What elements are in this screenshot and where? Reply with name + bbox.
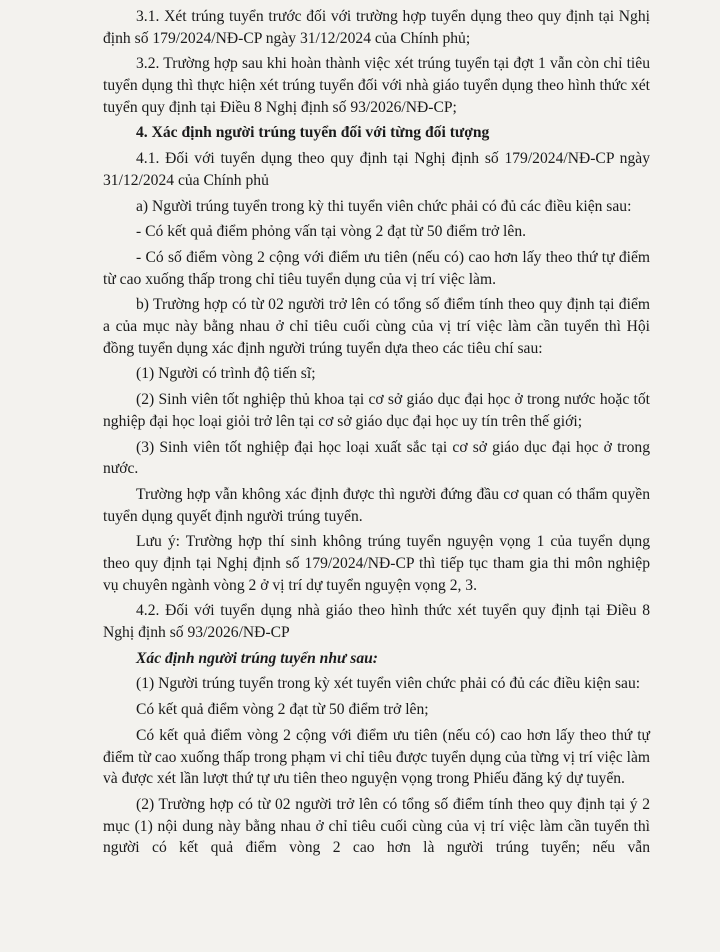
section-heading-4	[103, 122, 650, 144]
subheading-determination	[103, 648, 650, 670]
paragraph-4-1-a: a) Người trúng tuyển trong kỳ thi tuyển viên chức phải có đủ các điều kiện sau:	[136, 197, 632, 215]
subheading-determination-text: Xác định người trúng tuyển như sau:	[136, 649, 378, 667]
paragraph-4-2-2: (2) Trường hợp có từ 02 người trở lên có tổng số điểm tính theo quy định tại ý 2 mục (1) nội dung này bằng nhau ở chỉ tiêu cuối cùng của vị trí việc làm cần tuyển thì người có kết quả điểm vòng 2 cao hơn là người trúng tuyển; nếu vẫn	[103, 795, 650, 857]
paragraph-4-1-b-criterion-3: (3) Sinh viên tốt nghiệp đại học loại xuất sắc tại cơ sở giáo dục đại học ở trong nước.	[103, 438, 650, 478]
paragraph-4-2: 4.2. Đối với tuyển dụng nhà giáo theo hình thức xét tuyển quy định tại Điều 8 Nghị định số 93/2026/NĐ-CP	[103, 602, 650, 641]
paragraph-4-1-a-item-1: - Có kết quả điểm phỏng vấn tại vòng 2 đạt từ 50 điểm trở lên.	[136, 223, 527, 241]
paragraph-4-2-1-cond-1: Có kết quả điểm vòng 2 đạt từ 50 điểm trở lên;	[136, 701, 429, 719]
paragraph-4-2-1-cond-2: Có kết quả điểm vòng 2 cộng với điểm ưu tiên (nếu có) cao hơn lấy theo thứ tự điểm từ cao xuống thấp trong phạm vi chỉ tiêu được tuyển dụng của từng vị trí việc làm và được xét lần lượt thứ tự ưu tiên theo nguyện vọng trong Phiếu đăng ký dự tuyển.	[103, 727, 650, 788]
paragraph-4-1-b-fallback: Trường hợp vẫn không xác định được thì người đứng đầu cơ quan có thẩm quyền tuyển dụng quyết định người trúng tuyển.	[103, 485, 650, 525]
paragraph-4-1: 4.1. Đối với tuyển dụng theo quy định tại Nghị định số 179/2024/NĐ-CP ngày 31/12/2024 của Chính phủ	[103, 150, 650, 189]
paragraph-note: Lưu ý: Trường hợp thí sinh không trúng tuyển nguyện vọng 1 của tuyển dụng theo quy định tại Nghị định số 179/2024/NĐ-CP thì tiếp tục tham gia thi môn nghiệp vụ chuyên ngành vòng 2 ở vị trí dự tuyển nguyện vọng 2, 3.	[103, 533, 650, 594]
paragraph-4-1-b: b) Trường hợp có từ 02 người trở lên có tổng số điểm tính theo quy định tại điểm a của mục này bằng nhau ở chỉ tiêu cuối cùng của vị trí việc làm cần tuyển thì Hội đồng tuyển dụng xác định người trúng tuyển dựa theo các tiêu chí sau:	[103, 296, 650, 357]
paragraph-3-1: 3.1. Xét trúng tuyển trước đối với trường hợp tuyển dụng theo quy định tại Nghị định số 179/2024/NĐ-CP ngày 31/12/2024 của Chính phủ;	[103, 8, 650, 47]
section-heading-4-text: 4. Xác định người trúng tuyển đối với từng đối tượng	[136, 124, 490, 142]
paragraph-4-1-b-criterion-1: (1) Người có trình độ tiến sĩ;	[136, 365, 316, 383]
paragraph-4-1-a-item-2: - Có số điểm vòng 2 cộng với điểm ưu tiên (nếu có) cao hơn lấy theo thứ tự điểm từ cao xuống thấp trong chỉ tiêu tuyển dụng của vị trí việc làm.	[103, 249, 650, 288]
paragraph-3-2: 3.2. Trường hợp sau khi hoàn thành việc xét trúng tuyển tại đợt 1 vẫn còn chỉ tiêu tuyển dụng thì thực hiện xét trúng tuyển đối với nhà giáo tuyển dụng theo hình thức xét tuyển quy định tại Điều 8 Nghị định số 93/2026/NĐ-CP;	[103, 55, 650, 116]
paragraph-4-1-b-criterion-2: (2) Sinh viên tốt nghiệp thủ khoa tại cơ sở giáo dục đại học ở trong nước hoặc tốt nghiệp đại học loại giỏi trở lên tại cơ sở giáo dục đại học uy tín trên thế giới;	[103, 391, 650, 430]
paragraph-4-2-1: (1) Người trúng tuyển trong kỳ xét tuyển viên chức phải có đủ các điều kiện sau:	[136, 675, 641, 693]
